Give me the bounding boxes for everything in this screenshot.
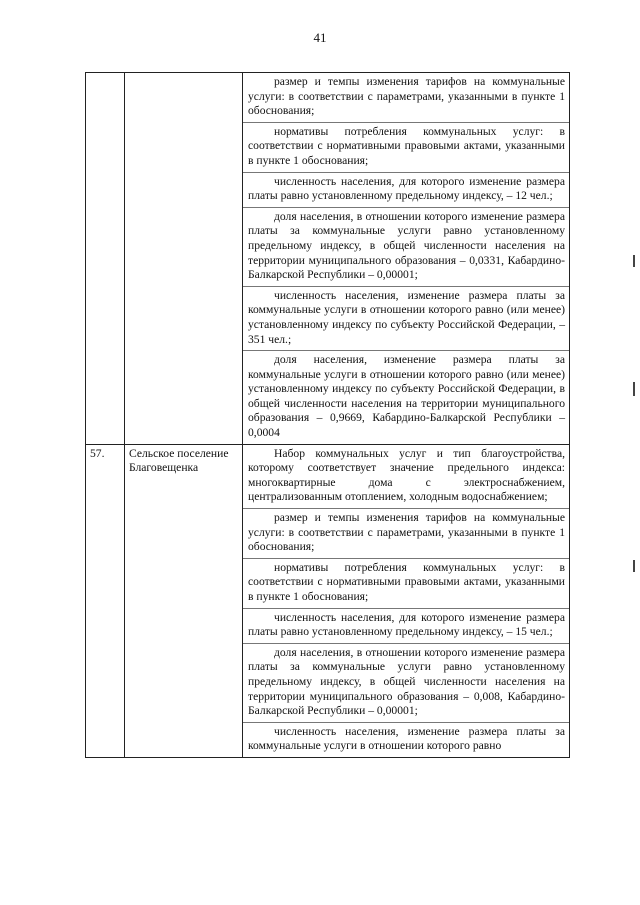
justification-paragraph: численность населения, изменение размера платы за коммунальные услуги в отношении которого равно bbox=[248, 724, 565, 753]
settlement-name bbox=[125, 73, 242, 75]
row-number: 57. bbox=[90, 446, 105, 460]
settlement-name-cell bbox=[125, 444, 243, 757]
settlement-name-cell bbox=[125, 73, 243, 445]
justification-cell bbox=[243, 73, 570, 445]
justification-paragraph: численность населения, для которого изменение размера платы равно установленному предельному индексу, – 15 чел.; bbox=[243, 609, 569, 644]
justification-paragraph: доля населения, изменение размера платы за коммунальные услуги в отношении которого равно (или менее) установленному индексу по субъекту Российской Федерации, в общей численности населения на территории муниципального образования – 0,9669, Кабардино-Балкарской Республики – 0,0004 bbox=[248, 353, 565, 440]
scan-edge-mark bbox=[633, 255, 635, 267]
settlement-name: Сельское поселение Благовещенка bbox=[129, 446, 229, 475]
justification-paragraph: доля населения, в отношении которого изменение размера платы за коммунальные услуги равно установленному предельному индексу, в общей численности населения на территории муниципального образования – 0,0331, Кабардино-Балкарской Республики – 0,00001; bbox=[243, 208, 569, 287]
justification-paragraph: численность населения, изменение размера платы за коммунальные услуги в отношении которого равно (или менее) установленному индексу по субъекту Российской Федерации, – 351 чел.; bbox=[243, 287, 569, 351]
row-number-cell bbox=[86, 73, 125, 445]
justification-paragraph: Набор коммунальных услуг и тип благоустройства, которому соответствует значение предельного индекса: многоквартирные дома с электроснабжением, централизованным отоплением, холодным водоснабжением; bbox=[243, 445, 569, 509]
justification-paragraph: размер и темпы изменения тарифов на коммунальные услуги: в соответствии с параметрами, указанными в пункте 1 обоснования; bbox=[243, 509, 569, 559]
scan-edge-mark bbox=[633, 560, 635, 572]
page-number: 41 bbox=[313, 30, 327, 45]
justification-paragraph: нормативы потребления коммунальных услуг: в соответствии с нормативными правовыми актами, указанными в пункте 1 обоснования; bbox=[243, 123, 569, 173]
justification-paragraph: доля населения, в отношении которого изменение размера платы за коммунальные услуги равно установленному предельному индексу, в общей численности населения на территории муниципального образования – 0,008, Кабардино-Балкарской Республики – 0,00001; bbox=[243, 644, 569, 723]
tariff-table bbox=[85, 72, 570, 758]
scan-edge-mark bbox=[633, 382, 635, 396]
table-row bbox=[86, 444, 570, 757]
justification-cell bbox=[243, 444, 570, 757]
table-row bbox=[86, 73, 570, 445]
justification-paragraph: численность населения, для которого изменение размера платы равно установленному предельному индексу, – 12 чел.; bbox=[243, 173, 569, 208]
justification-paragraph: размер и темпы изменения тарифов на коммунальные услуги: в соответствии с параметрами, указанными в пункте 1 обоснования; bbox=[243, 73, 569, 123]
justification-paragraph: нормативы потребления коммунальных услуг: в соответствии с нормативными правовыми актами, указанными в пункте 1 обоснования; bbox=[243, 559, 569, 609]
row-number bbox=[86, 73, 124, 75]
row-number-cell bbox=[86, 444, 125, 757]
